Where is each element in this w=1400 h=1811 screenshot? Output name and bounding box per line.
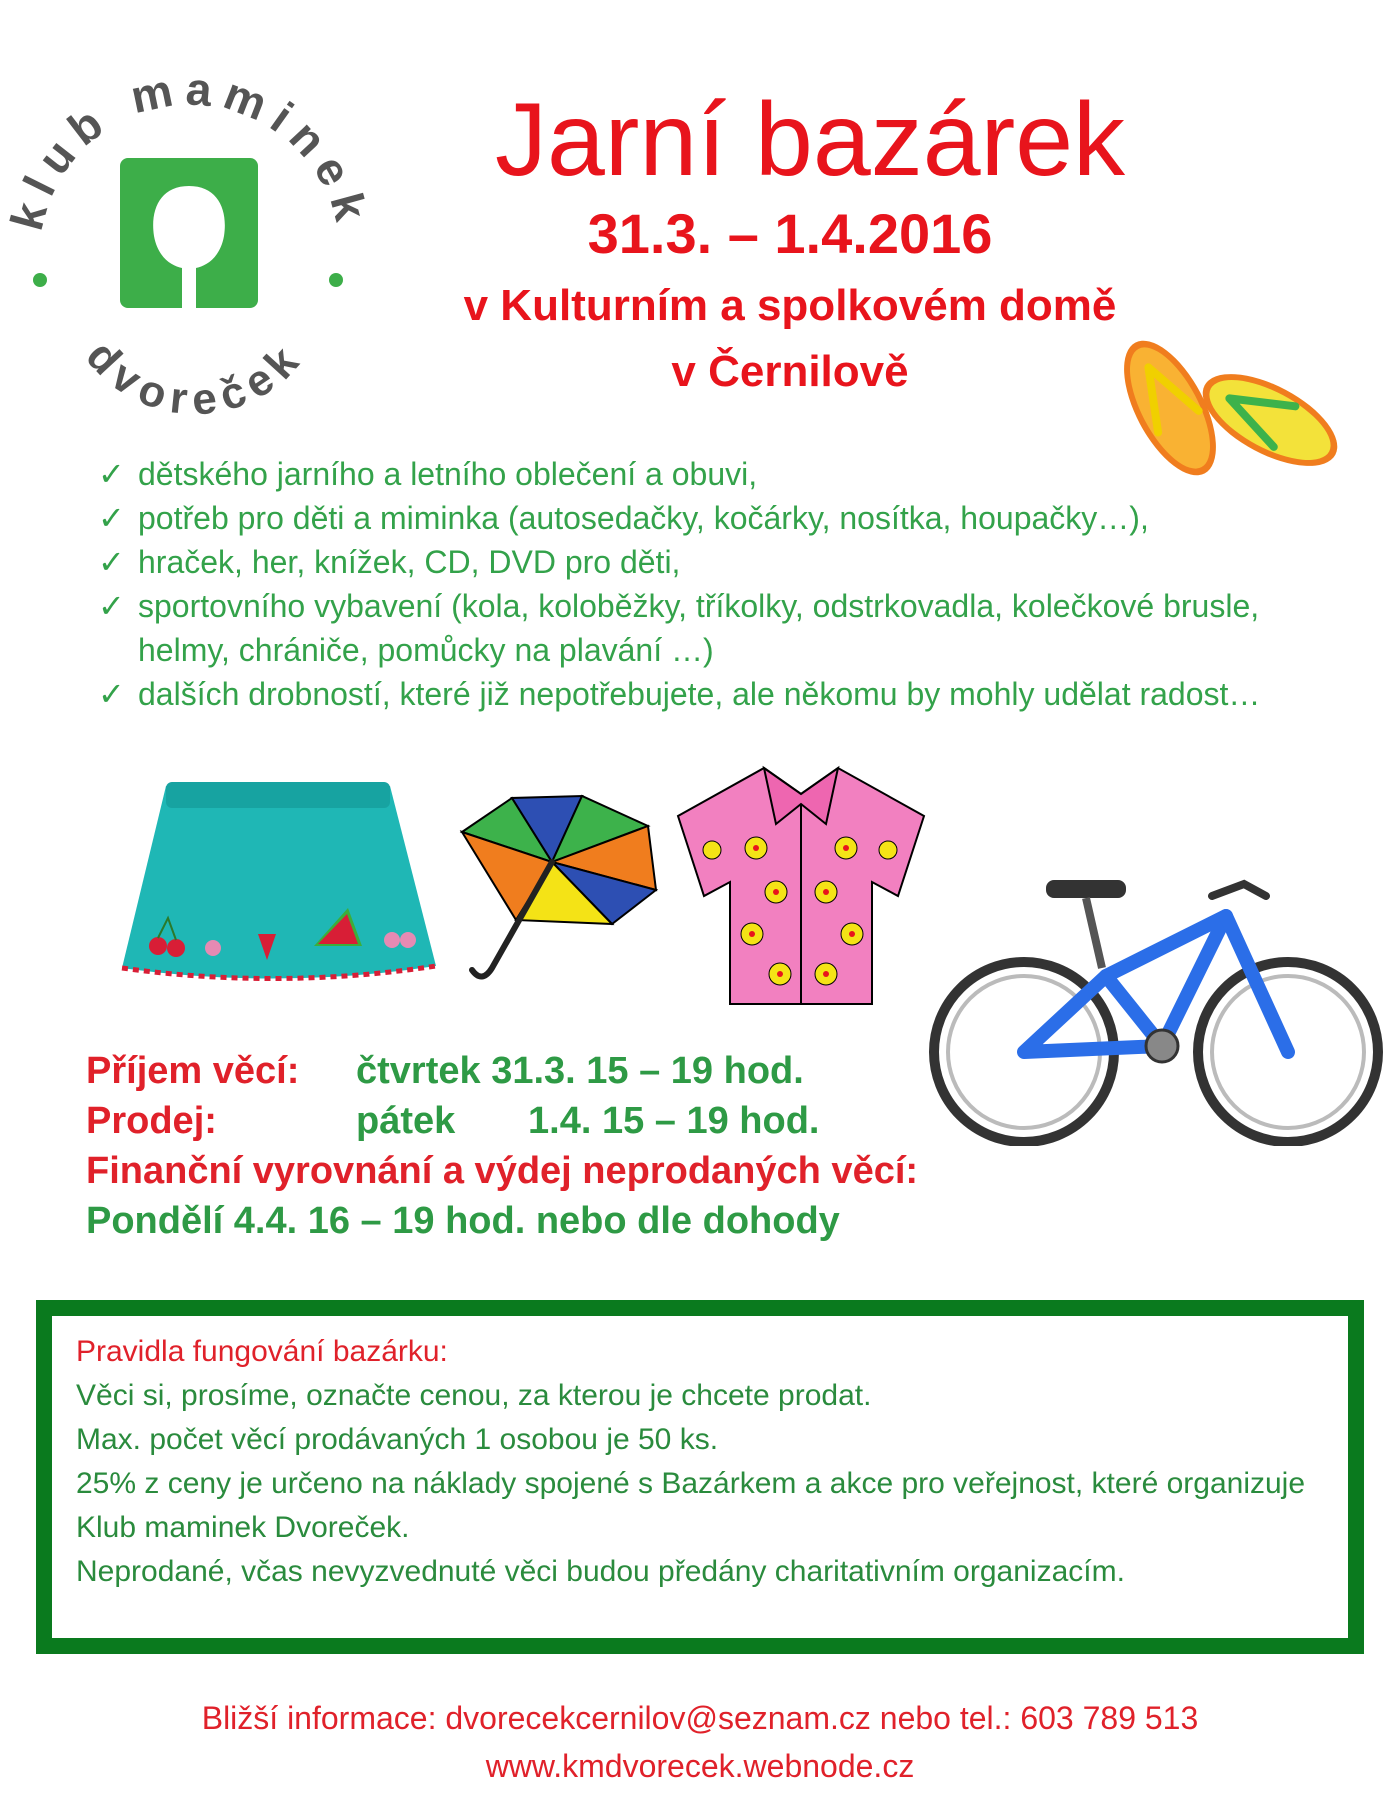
list-item: ✓ hraček, her, knížek, CD, DVD pro děti,: [98, 540, 1308, 584]
list-item: ✓ potřeb pro děti a miminka (autosedačky, kočárky, nosítka, houpačky…),: [98, 496, 1308, 540]
settlement-label: Finanční vyrovnání a výdej neprodaných věcí:: [86, 1150, 919, 1192]
rule-line: Max. počet věcí prodávaných 1 osobou je 50 ks.: [76, 1423, 719, 1456]
event-venue-line1: v Kulturním a spolkovém domě: [463, 281, 1117, 330]
page-title: Jarní bazárek: [494, 82, 1126, 198]
rules-box: [36, 1300, 1364, 1654]
logo-dot-right: [329, 273, 343, 287]
sale-day: pátek: [356, 1100, 456, 1142]
list-item: ✓ sportovního vybavení (kola, koloběžky, tříkolky, odstrkovadla, kolečkové brusle, helmy, chrániče, pomůcky na plavání …): [98, 584, 1308, 672]
svg-text:dvoreček: [77, 331, 314, 420]
bicycle-illustration: [926, 856, 1386, 1146]
check-icon: ✓: [98, 500, 125, 536]
receive-value: čtvrtek 31.3. 15 – 19 hod.: [356, 1050, 804, 1092]
list-item: ✓ dětského jarního a letního oblečení a obuvi,: [98, 452, 1308, 496]
sale-value: 1.4. 15 – 19 hod.: [528, 1100, 820, 1142]
rule-line: Neprodané, včas nevyzvednuté věci budou předány charitativním organizacím.: [76, 1555, 1125, 1588]
rule-line: 25% z ceny je určeno na náklady spojené s Bazárkem a akce pro veřejnost, které organizuje Klub maminek Dvoreček.: [76, 1467, 1306, 1544]
rules-title: Pravidla fungování bazárku:: [76, 1335, 448, 1368]
event-venue-line2: v Černilově: [671, 347, 909, 396]
logo-bottom-text: dvoreček: [76, 331, 314, 420]
event-date: 31.3. – 1.4.2016: [587, 202, 993, 265]
list-item: ✓ dalších drobností, které již nepotřebujete, ale někomu by mohly udělat radost…: [98, 672, 1308, 716]
logo-tree-icon: [120, 158, 258, 308]
items-list: [98, 452, 1308, 716]
klub-maminek-dvorecek-logo: [0, 40, 380, 420]
footer-contact-info: Bližší informace: dvorecekcernilov@seznam.cz nebo tel.: 603 789 513: [201, 1700, 1199, 1736]
skirt-illustration: [118, 778, 440, 990]
check-icon: ✓: [98, 588, 125, 624]
shirt-illustration: [676, 764, 926, 1008]
receive-label: Příjem věcí:: [86, 1050, 300, 1092]
check-icon: ✓: [98, 676, 125, 712]
sale-label: Prodej:: [86, 1100, 217, 1142]
check-icon: ✓: [98, 544, 125, 580]
rule-line: Věci si, prosíme, označte cenou, za kterou je chcete prodat.: [76, 1379, 872, 1412]
settlement-value: Pondělí 4.4. 16 – 19 hod. nebo dle dohody: [86, 1200, 840, 1242]
logo-top-text: klub maminek: [0, 61, 380, 236]
logo-dot-left: [33, 273, 47, 287]
check-icon: ✓: [98, 456, 125, 492]
footer-website: www.kmdvorecek.webnode.cz: [485, 1748, 915, 1784]
umbrella-illustration: [452, 792, 664, 992]
